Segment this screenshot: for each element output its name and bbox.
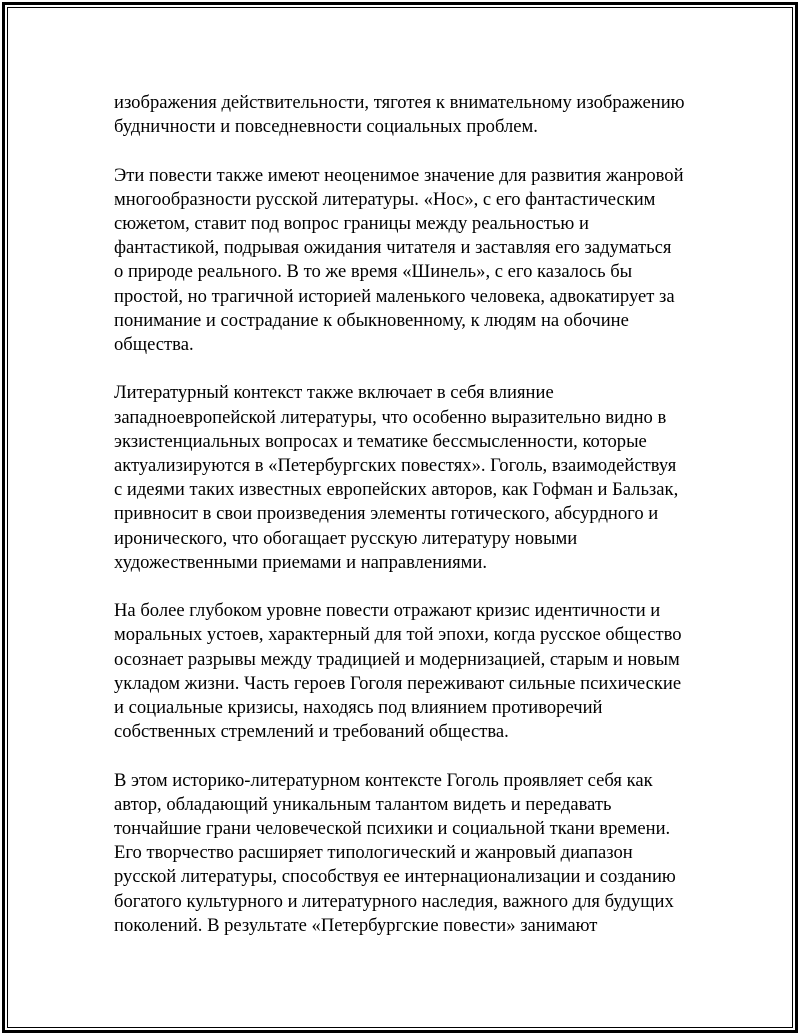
paragraph-2: Эти повести также имеют неоценимое значение для развития жанровой многообразности русской литературы. «Нос», с его фантастическим сюжетом, ставит под вопрос границы между реальностью и фантастикой, подрывая ожидания читателя и заставляя его задуматься о природе реального. В то же время «Шинель», с его казалось бы простой, но трагичной историей маленького человека, адвокатирует за понимание и сострадание к обыкновенному, к людям на обочине общества. bbox=[114, 164, 684, 356]
paragraph-3: Литературный контекст также включает в себя влияние западноевропейской литературы, что особенно выразительно видно в экзистенциальных вопросах и тематике бессмысленности, которые актуализируются в «Петербургских повестях». Гоголь, взаимодействуя с идеями таких известных европейских авторов, как Гофман и Бальзак, привносит в свои произведения элементы готического, абсурдного и иронического, что обогащает русскую литературу новыми художественными приемами и направлениями. bbox=[114, 382, 679, 573]
document-body bbox=[114, 91, 694, 962]
paragraph-5: В этом историко-литературном контексте Гоголь проявляет себя как автор, обладающий уникальным талантом видеть и передавать тончайшие грани человеческой психики и социальной ткани времени. Его творчество расширяет типологический и жанровый диапазон русской литературы, способствуя ее интернационализации и созданию богатого культурного и литературного наследия, важного для будущих поколений. В результате «Петербургские повести» занимают bbox=[114, 769, 676, 936]
paragraph-1: изображения действительности, тяготея к внимательному изображению будничности и повседневности социальных проблем. bbox=[114, 92, 685, 138]
paragraph-4: На более глубоком уровне повести отражают кризис идентичности и моральных устоев, характерный для той эпохи, когда русское общество осознает разрывы между традицией и модернизацией, старым и новым укладом жизни. Часть героев Гоголя переживают сильные психические и социальные кризисы, находясь под влиянием противоречий собственных стремлений и требований общества. bbox=[114, 600, 682, 743]
